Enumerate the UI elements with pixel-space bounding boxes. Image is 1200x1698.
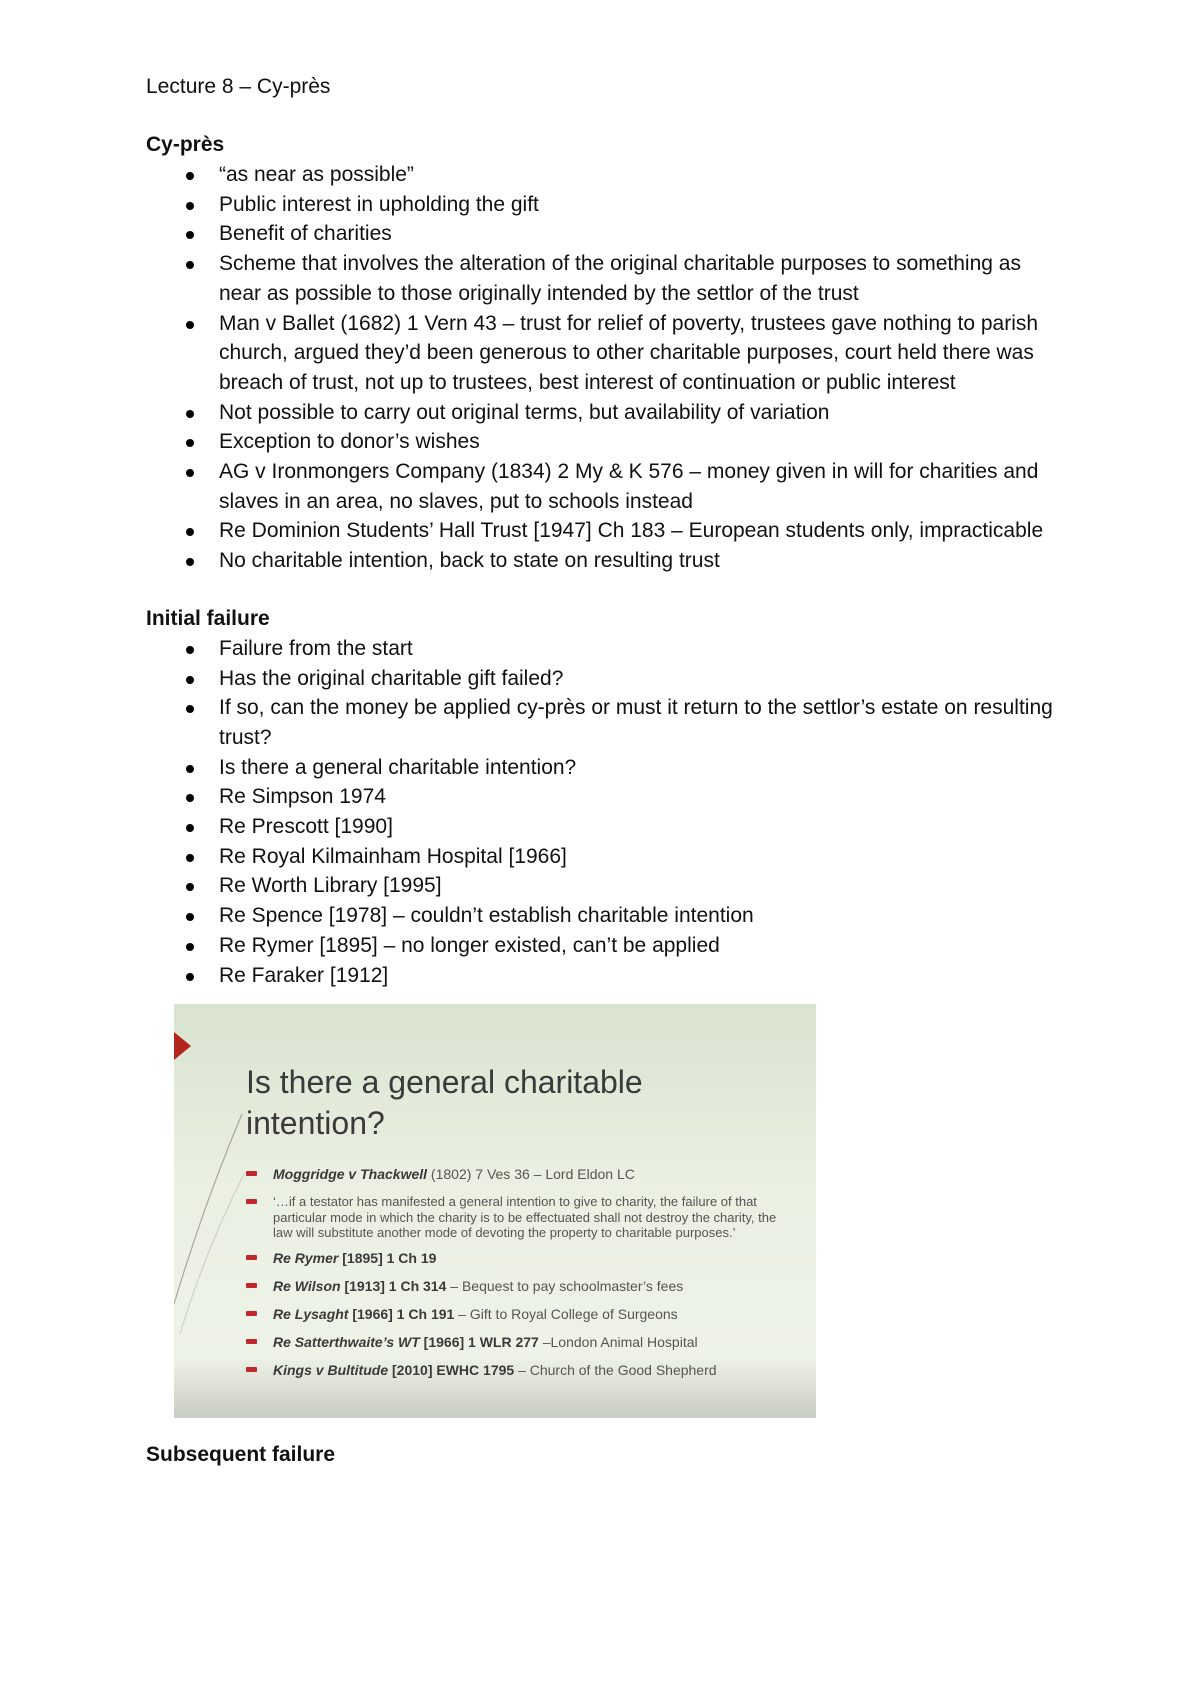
slide-list-item (246, 1334, 786, 1350)
list-item: Failure from the start (146, 634, 1066, 664)
case-reference: (1802) 7 Ves 36 (430, 1166, 530, 1183)
list-item: Re Dominion Students’ Hall Trust [1947] Ch 183 – European students only, impracticable (146, 516, 1066, 546)
list-item: Benefit of charities (146, 219, 1066, 249)
case-name: Re Satterthwaite’s WT (273, 1333, 420, 1350)
list-item: AG v Ironmongers Company (1834) 2 My & K 576 – money given in will for charities and slaves in an area, no slaves, put to schools instead (146, 457, 1066, 516)
slide-marker-icon (174, 1032, 191, 1060)
list-item: Re Faraker [1912] (146, 961, 1066, 991)
list-item: Re Prescott [1990] (146, 812, 1066, 842)
slide-list-item (246, 1306, 786, 1322)
list-item: If so, can the money be applied cy-près or must it return to the settlor’s estate on resulting trust? (146, 693, 1066, 752)
list-item: Not possible to carry out original terms, but availability of variation (146, 398, 1066, 428)
case-reference: [2010] EWHC 1795 (392, 1361, 515, 1378)
cypres-bullet-list (146, 160, 1066, 576)
list-item: Exception to donor’s wishes (146, 427, 1066, 457)
case-name: Kings v Bultitude (273, 1361, 389, 1378)
list-item: Re Rymer [1895] – no longer existed, can’t be applied (146, 931, 1066, 961)
list-item: Man v Ballet (1682) 1 Vern 43 – trust for relief of poverty, trustees gave nothing to parish church, argued they’d been generous to other charitable purposes, court held there was breach of trust, not up to trustees, best interest of continuation or public interest (146, 309, 1066, 398)
section-heading-initial-failure: Initial failure (146, 606, 270, 630)
document-title: Lecture 8 – Cy-près (146, 75, 331, 98)
case-name: Re Lysaght (273, 1305, 349, 1322)
list-item: No charitable intention, back to state on resulting trust (146, 546, 1066, 576)
list-item: Scheme that involves the alteration of the original charitable purposes to something as near as possible to those originally intended by the settlor of the trust (146, 249, 1066, 308)
slide-title: Is there a general charitable intention? (246, 1064, 643, 1142)
case-description: – Gift to Royal College of Surgeons (458, 1305, 678, 1322)
embedded-slide-image (174, 1004, 816, 1418)
case-reference: [1895] 1 Ch 19 (342, 1249, 437, 1266)
slide-list-item (246, 1250, 786, 1266)
case-reference: [1966] 1 WLR 277 (423, 1333, 539, 1350)
initial-failure-bullet-list (146, 634, 1066, 990)
case-reference: [1966] 1 Ch 191 (352, 1305, 455, 1322)
case-description: – Lord Eldon LC (533, 1166, 635, 1183)
list-item: Re Simpson 1974 (146, 782, 1066, 812)
case-name: Re Rymer (273, 1249, 339, 1266)
case-name: Moggridge v Thackwell (273, 1166, 428, 1183)
case-reference: [1913] 1 Ch 314 (344, 1277, 447, 1294)
slide-quote-item: ‘…if a testator has manifested a general intention to give to charity, the failure of that particular mode in which the charity is to be effectuated shall not destroy the charity, the law will substitute another mode of devoting the property to charitable purposes.’ (246, 1194, 786, 1241)
slide-bullet-list (246, 1166, 786, 1390)
slide-list-item (246, 1362, 786, 1378)
case-description: –London Animal Hospital (538, 1333, 698, 1350)
list-item: Is there a general charitable intention? (146, 753, 1066, 783)
case-description: – Bequest to pay schoolmaster’s fees (450, 1277, 684, 1294)
slide-swoosh-decoration (174, 1004, 254, 1418)
slide-list-item (246, 1166, 786, 1182)
slide-list-item (246, 1278, 786, 1294)
list-item: Public interest in upholding the gift (146, 190, 1066, 220)
case-description: – Church of the Good Shepherd (518, 1361, 717, 1378)
case-name: Re Wilson (273, 1277, 341, 1294)
list-item: “as near as possible” (146, 160, 1066, 190)
section-heading-subsequent-failure: Subsequent failure (146, 1443, 336, 1467)
document-page (146, 72, 1066, 1470)
list-item: Re Royal Kilmainham Hospital [1966] (146, 842, 1066, 872)
list-item: Re Spence [1978] – couldn’t establish charitable intention (146, 901, 1066, 931)
list-item: Has the original charitable gift failed? (146, 664, 1066, 694)
list-item: Re Worth Library [1995] (146, 871, 1066, 901)
section-heading-cypres: Cy-près (146, 133, 225, 156)
